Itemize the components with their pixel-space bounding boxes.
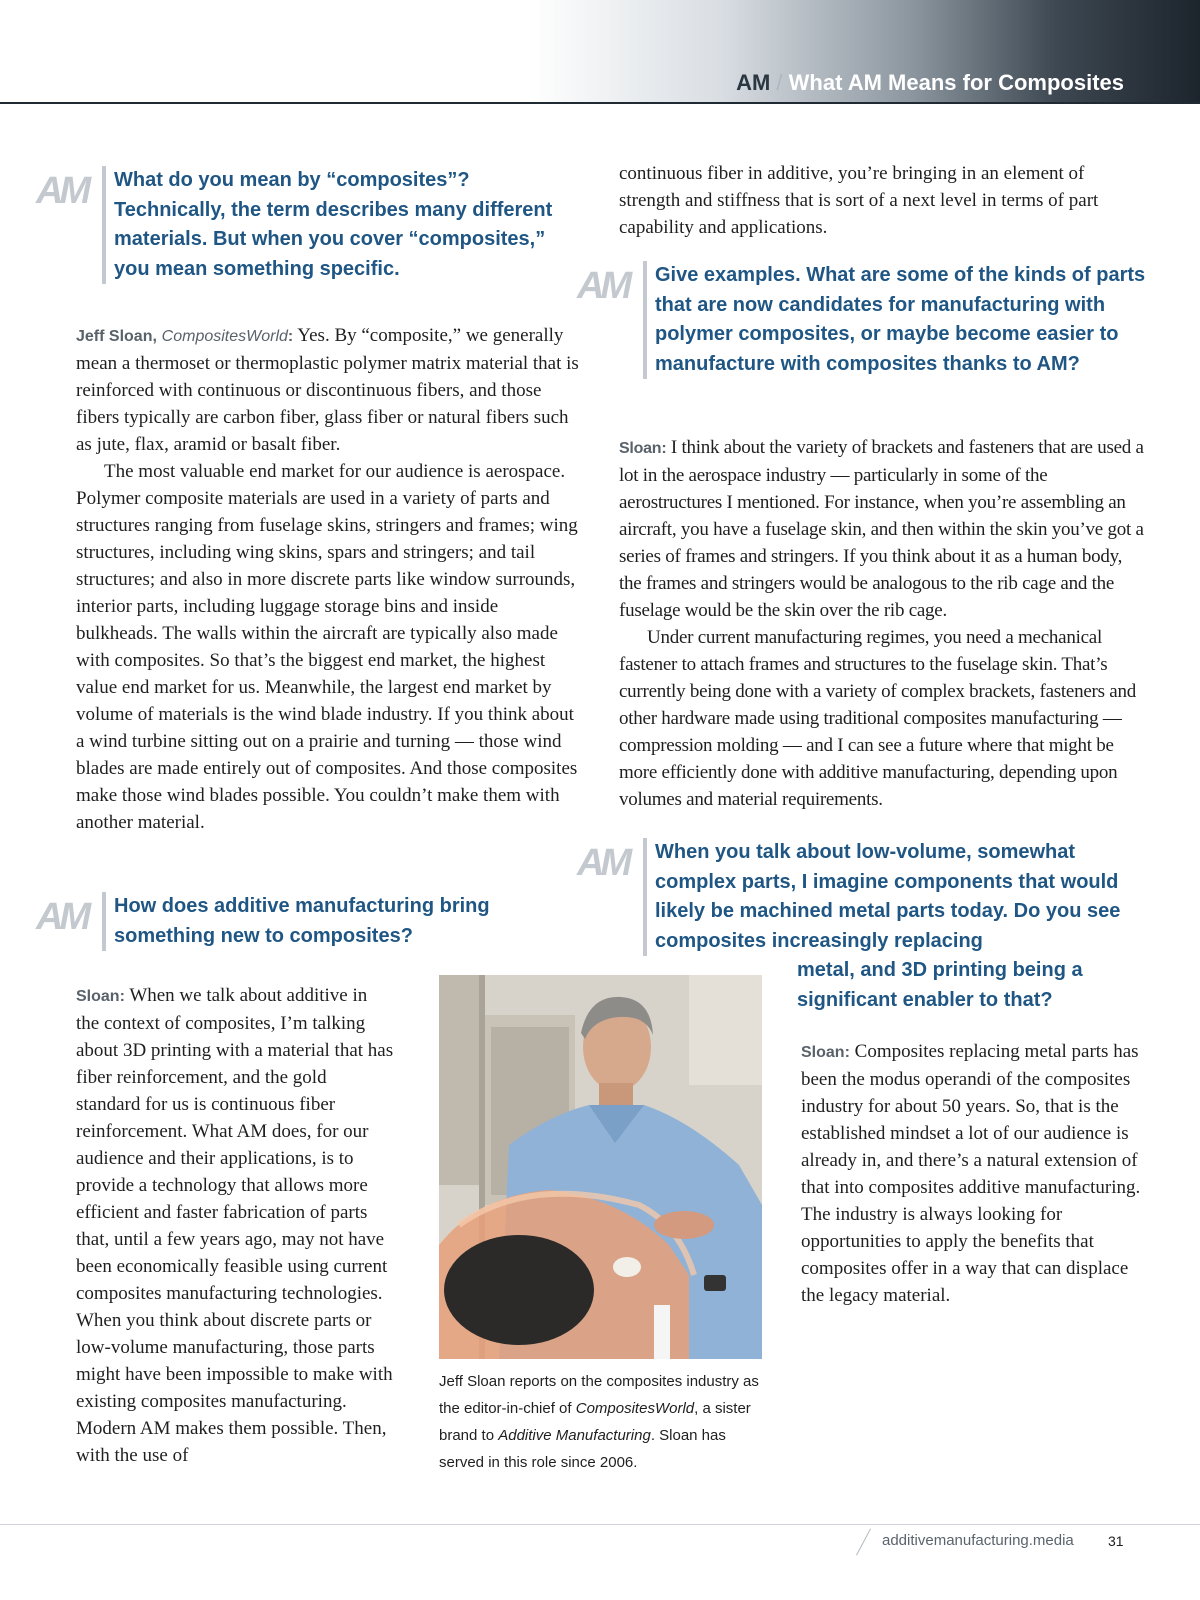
section-label: AM (736, 70, 771, 95)
question-4-part-2: metal, and 3D printing being a significant enabler to that? (797, 959, 1083, 1011)
answer-4-text: Composites replacing metal parts has been the modus operandi of the composites industry for about 50 years. So, that is the established mindset a lot of our audience is already in, and there’s a natural extension of that into composites additive manufacturing. The industry is always looking for opportunities to apply the benefits that composites offer in a way that can displace the legacy material. (801, 1041, 1141, 1306)
question-2 (36, 892, 556, 951)
article-title: What AM Means for Composites (788, 70, 1124, 95)
answer-2-continued (619, 160, 1139, 241)
speaker-name: Sloan: (801, 1044, 850, 1061)
caption-part-2: , a sister brand to (439, 1400, 751, 1444)
answer-3-paragraph-2: Under current manufacturing regimes, you need a mechanical fastener to attach frames and structures to the fuselage skin. That’s currently being done with a variety of complex brackets, fasteners and other hardware made using traditional composites manufacturing — compression molding — and I can see a future where that might be more efficiently done with additive manufacturing, depending upon volumes and material requirements. (619, 627, 1136, 810)
question-1 (36, 166, 586, 284)
caption-part-3: . Sloan has served in this role since 2006. (439, 1427, 726, 1471)
caption-brand-2: Additive Manufacturing (498, 1427, 651, 1444)
am-logo-icon: AM (577, 265, 629, 307)
answer-1-paragraph-2: The most valuable end market for our audience is aerospace. Polymer composite materials are used in a variety of parts and structures ranging from fuselage skins, stringers and frames; wing structures, including wing skins, spars and stringers; and tail structures; and also in more discrete parts like window surrounds, interior parts, including luggage storage bins and inside bulkheads. The walls within the aircraft are typically also made with composites. So that’s the biggest end market, the highest value end market for us. Meanwhile, the largest end market by volume of materials is the wind blade industry. If you think about a wind turbine sitting out on a prairie and turning — those wind blades are made entirely out of composites. And those composites make those wind blades possible. You couldn’t make them with another material. (76, 461, 578, 833)
answer-4 (801, 1038, 1141, 1309)
speaker-name: Sloan: (76, 988, 125, 1005)
answer-2-text: When we talk about additive in the context of composites, I’m talking about 3D printing with a material that has fiber reinforcement, and the gold standard for us is continuous fiber reinforcement. What AM does, for our audience and their applications, is to provide a technology that allows more efficient and faster fabrication of parts that, until a few years ago, may not have been economically feasible using current composites manufacturing technologies. When you think about discrete parts or low-volume manufacturing, those parts might have been impossible to make with existing composites manufacturing. Modern AM makes them possible. Then, with the use of (76, 985, 394, 1466)
section-title (736, 68, 1124, 98)
question-4-part-1: When you talk about low-volume, somewhat complex parts, I imagine components that would likely be machined metal parts today. Do you see composites increasingly replacing (655, 841, 1121, 952)
footer-slash-icon (856, 1529, 871, 1556)
answer-3-paragraph-1: I think about the variety of brackets and fasteners that are used a lot in the aerospace industry — particularly in some of the aerostructures I mentioned. For instance, when you’re assembling an aircraft, you have a fuselage skin, and then within the skin you’ve got a series of frames and stringers. If you think about it as a human body, the frames and stringers would be analogous to the rib cage and the fuselage would be the skin over the rib cage. (619, 437, 1144, 621)
question-text: Give examples. What are some of the kinds of parts that are now candidates for manufacturing with polymer composites, or maybe become easier to manufacture with composites thanks to AM? (655, 264, 1146, 375)
answer-2-continued-text: continuous fiber in additive, you’re bringing in an element of strength and stiffness that is sort of a next level in terms of part capability and applications. (619, 163, 1099, 238)
caption-part-1: Jeff Sloan reports on the composites industry as the editor-in-chief of (439, 1373, 759, 1417)
question-bar (643, 838, 647, 956)
question-bar (102, 166, 106, 284)
answer-1 (76, 322, 580, 836)
speaker-name: Jeff Sloan, (76, 328, 157, 345)
speaker-colon: : (287, 328, 294, 345)
answer-2 (76, 982, 394, 1469)
question-bar (102, 892, 106, 951)
header-rule (0, 102, 1200, 104)
photo-caption (439, 1368, 759, 1476)
footer-website: additivemanufacturing.media (882, 1532, 1074, 1549)
speaker-outlet: CompositesWorld (161, 328, 288, 345)
question-text: What do you mean by “composites”? Technically, the term describes many different materials. But when you cover “composites,” you mean something specific. (114, 169, 553, 280)
am-logo-icon: AM (577, 842, 629, 884)
jeff-sloan-photo (439, 975, 762, 1359)
question-bar (643, 261, 647, 379)
page-number: 31 (1108, 1533, 1124, 1549)
am-logo-icon: AM (36, 170, 88, 212)
footer-rule (0, 1524, 1200, 1525)
answer-3 (619, 434, 1145, 813)
caption-brand-1: CompositesWorld (575, 1400, 695, 1417)
question-text: How does additive manufacturing bring something new to composites? (114, 895, 490, 947)
question-3 (577, 261, 1147, 379)
section-separator: / (776, 70, 783, 95)
am-logo-icon: AM (36, 896, 88, 938)
answer-1-paragraph-1: Yes. By “composite,” we generally mean a thermoset or thermoplastic polymer matrix material that is reinforced with continuous or discontinuous fibers, and those fibers typically are carbon fiber, glass fiber or natural fibers such as jute, flax, aramid or basalt fiber. (76, 325, 579, 455)
speaker-name: Sloan: (619, 440, 667, 457)
